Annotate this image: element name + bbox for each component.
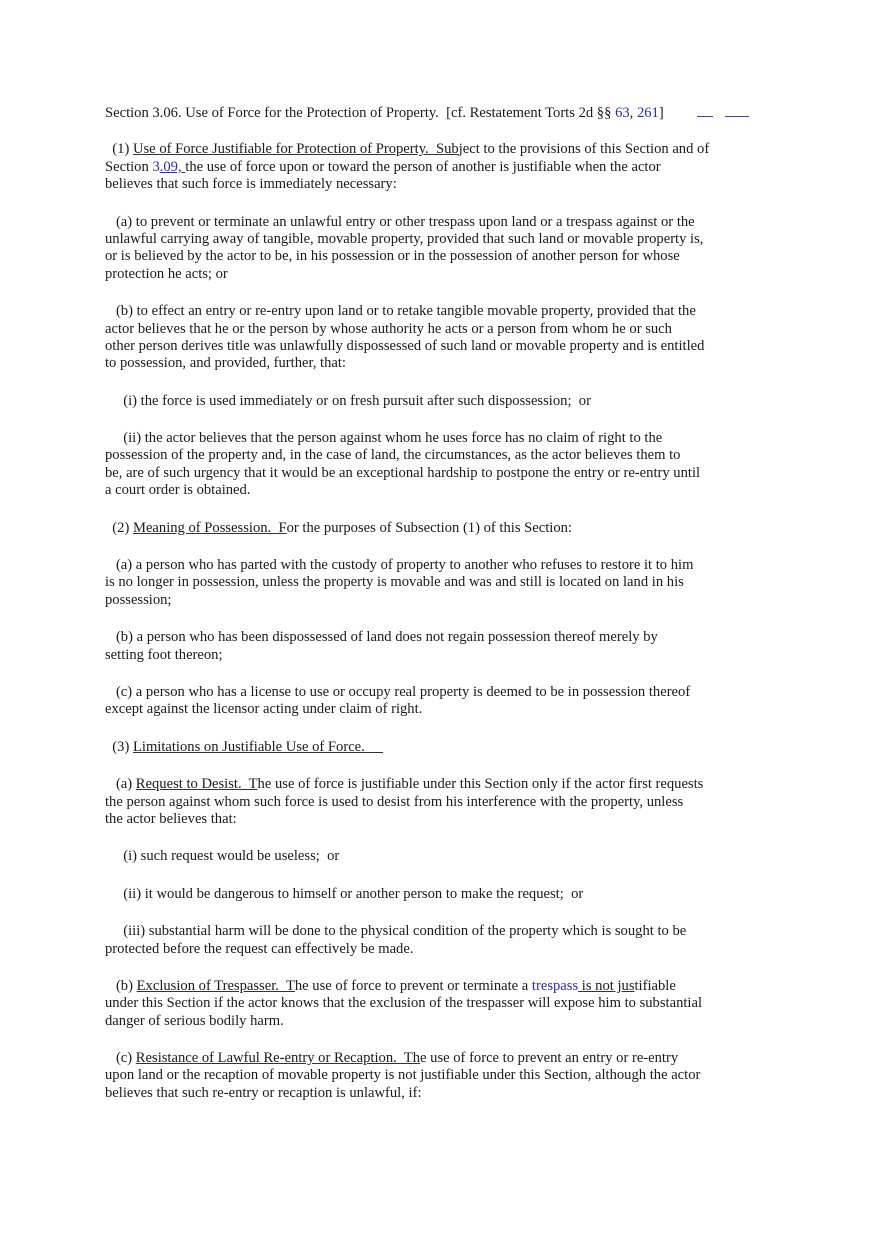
subsection-prefix: (c)	[105, 1050, 136, 1067]
subsection-prefix: (3)	[105, 738, 133, 755]
paragraph-3a-i	[105, 848, 730, 865]
section-ref-link[interactable]: .09,	[159, 158, 186, 175]
line-text: under this Section if the actor knows that the exclusion of the trespasser will expose him to substantial	[105, 995, 703, 1012]
line-text: is not jus	[578, 977, 635, 994]
section-ref-link[interactable]: 3	[152, 158, 160, 175]
document-body	[105, 104, 730, 1122]
line-text: except against the licensor acting under claim of right.	[105, 701, 423, 718]
subsection-title: Request to Desist. T	[135, 776, 258, 793]
line-text: Section	[105, 158, 153, 175]
ref-link-63[interactable]: 63	[615, 105, 630, 121]
line-text: he use of force to prevent or terminate a	[294, 977, 532, 994]
subsection-title: Meaning of Possession. F	[132, 519, 287, 536]
subsection-title: Exclusion of Trespasser. T	[136, 977, 295, 994]
line-text: the person against whom such force is used to desist from his interference with the property, unless	[105, 793, 684, 810]
line-text: unlawful carrying away of tangible, movable property, provided that such land or movable property is,	[105, 230, 704, 247]
subsection-title: Limitations on Justifiable Use of Force.	[132, 738, 384, 755]
line-text: the use of force upon or toward the person of another is justifiable when the actor	[185, 158, 661, 175]
line-text: believes that such force is immediately necessary:	[105, 176, 397, 193]
paragraph-3b	[105, 978, 730, 1030]
line-text: other person derives title was unlawfully dispossessed of such land or movable property and is entitled	[105, 337, 705, 354]
line-text: (i) the force is used immediately or on fresh pursuit after such dispossession; or	[105, 392, 591, 409]
subsection-title: Resistance of Lawful Re-entry or Recaption. Th	[135, 1050, 421, 1067]
line-text: danger of serious bodily harm.	[105, 1012, 284, 1029]
line-text: or is believed by the actor to be, in his possession or in the possession of another person for whose	[105, 248, 680, 265]
line-text: (ii) the actor believes that the person against whom he uses force has no claim of right to the	[105, 430, 663, 447]
line-text: (b) to effect an entry or re-entry upon land or to retake tangible movable property, provided that the	[105, 303, 696, 320]
line-text: (b) a person who has been dispossessed of land does not regain possession thereof merely by	[105, 629, 658, 646]
subsection-prefix: (1)	[105, 141, 133, 158]
line-text: the actor believes that:	[105, 810, 237, 827]
paragraph-1b-i	[105, 393, 730, 410]
subsection-prefix: (b)	[105, 977, 137, 994]
heading-text: Section 3.06. Use of Force for the Protection of Property. [cf. Restatement Torts 2d §§	[105, 105, 616, 121]
line-text: believes that such re-entry or recaption is unlawful, if:	[105, 1084, 422, 1101]
subsection-prefix: (a)	[105, 776, 136, 793]
line-text: (a) to prevent or terminate an unlawful entry or other trespass upon land or a trespass against or the	[105, 213, 695, 230]
line-text: a court order is obtained.	[105, 482, 251, 499]
paragraph-3a-ii	[105, 886, 730, 903]
line-text: possession of the property and, in the case of land, the circumstances, as the actor believes them to	[105, 447, 681, 464]
trespass-link[interactable]: trespass	[531, 977, 579, 994]
line-text: e use of force to prevent an entry or re-entry	[420, 1050, 679, 1067]
line-text: upon land or the recaption of movable property is not justifiable under this Section, although the actor	[105, 1067, 701, 1084]
subsection-2	[105, 520, 730, 537]
paragraph-2c	[105, 684, 730, 719]
paragraph-1b	[105, 303, 730, 373]
blank-link-mark[interactable]	[725, 104, 749, 117]
subsection-title: Use of Force Justifiable for Protection of Property. Sub	[132, 141, 459, 158]
line-text: protected before the request can effectively be made.	[105, 940, 414, 957]
paragraph-2a	[105, 557, 730, 609]
blank-link-mark[interactable]	[697, 104, 713, 117]
line-text: or the purposes of Subsection (1) of this Section:	[286, 519, 572, 536]
heading-close: ]	[658, 105, 664, 121]
line-text: protection he acts; or	[105, 265, 228, 282]
line-text: (i) such request would be useless; or	[105, 848, 340, 865]
line-text: he use of force is justifiable under this Section only if the actor first requests	[257, 776, 704, 793]
subsection-prefix: (2)	[105, 519, 133, 536]
paragraph-3c	[105, 1050, 730, 1102]
paragraph-3a-iii	[105, 923, 730, 958]
line-text: actor believes that he or the person by whose authority he acts or a person from whom he or such	[105, 320, 672, 337]
ref-link-261[interactable]: 261	[636, 105, 659, 121]
section-heading	[105, 104, 730, 121]
paragraph-1a	[105, 214, 730, 284]
paragraph-2b	[105, 629, 730, 664]
line-text: (a) a person who has parted with the custody of property to another who refuses to restore it to him	[105, 557, 694, 574]
heading-separator: ,	[629, 105, 637, 121]
subsection-1	[105, 141, 730, 193]
line-text: tifiable	[634, 977, 676, 994]
line-text: is no longer in possession, unless the property is movable and was and still is located on land in his	[105, 574, 684, 591]
line-text: (c) a person who has a license to use or occupy real property is deemed to be in possession thereof	[105, 683, 691, 700]
line-text: be, are of such urgency that it would be an exceptional hardship to postpone the entry or re-entry until	[105, 464, 701, 481]
line-text: (iii) substantial harm will be done to the physical condition of the property which is sought to be	[105, 923, 687, 940]
line-text: ject to the provisions of this Section and of	[458, 141, 710, 158]
paragraph-3a	[105, 776, 730, 828]
line-text: setting foot thereon;	[105, 646, 223, 663]
line-text: possession;	[105, 591, 172, 608]
subsection-3	[105, 739, 730, 756]
line-text: (ii) it would be dangerous to himself or another person to make the request; or	[105, 885, 584, 902]
line-text: to possession, and provided, further, that:	[105, 355, 346, 372]
paragraph-1b-ii	[105, 430, 730, 500]
